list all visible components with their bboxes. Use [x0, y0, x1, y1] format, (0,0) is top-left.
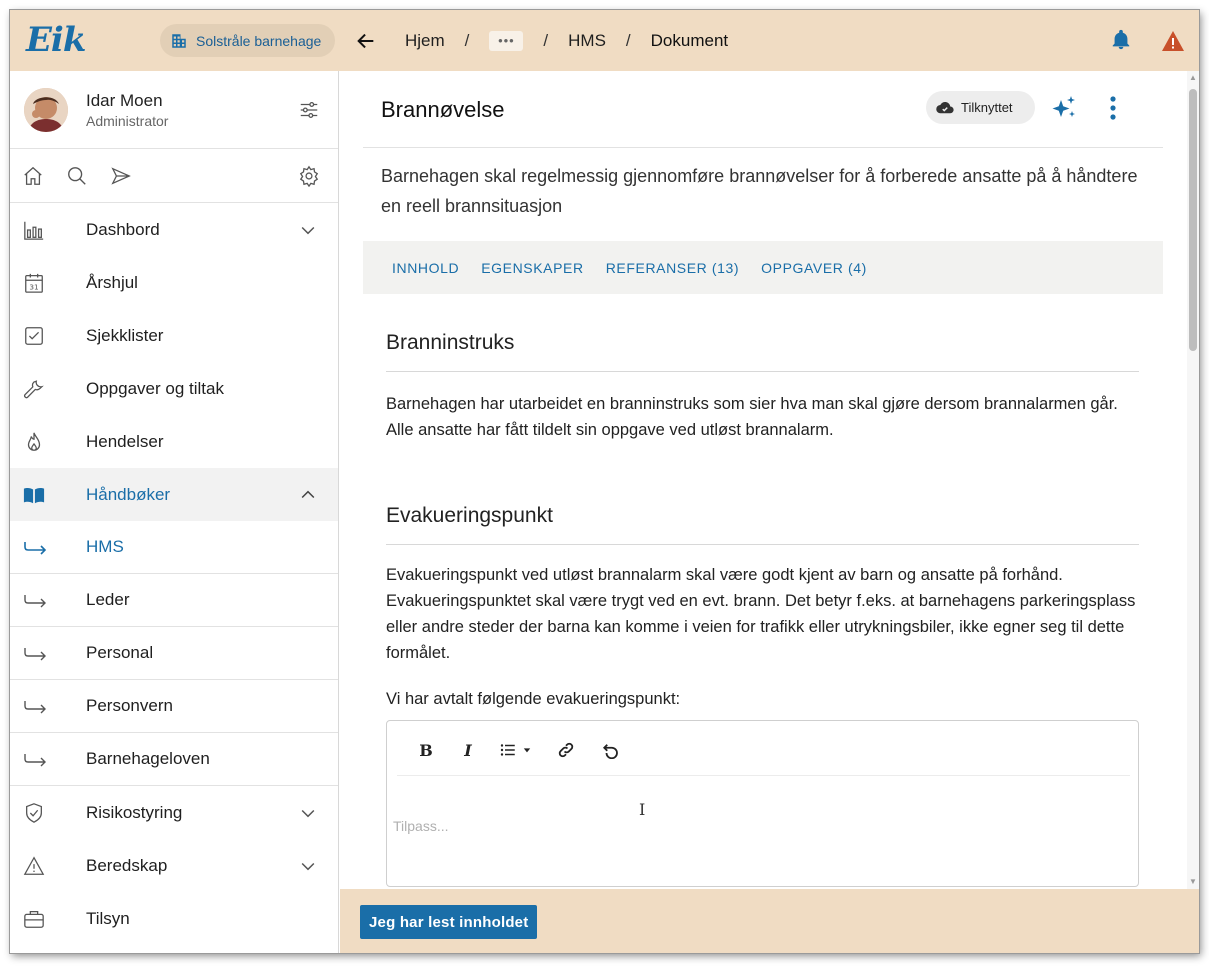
sidebar-item-label: Oppgaver og tiltak	[86, 378, 224, 398]
document-lead: Barnehagen skal regelmessig gjennomføre brannøvelser for å forberede ansatte på å håndtere en reell brannsituasjon	[381, 166, 1138, 216]
flame-icon	[23, 431, 45, 453]
user-role: Administrator	[86, 112, 169, 129]
document-view	[340, 71, 1187, 889]
sidebar-item-label: Personvern	[86, 696, 173, 715]
building-icon	[170, 32, 188, 50]
user-panel	[10, 71, 338, 149]
undo-button[interactable]	[600, 739, 622, 761]
sidebar-item-barnehageloven[interactable]	[10, 733, 338, 786]
text-cursor-icon: I	[639, 800, 646, 819]
sidebar-item-label: Leder	[86, 590, 130, 609]
sidebar-item-hms[interactable]	[10, 521, 338, 574]
footer-bar	[340, 889, 1199, 953]
svg-text:31: 31	[29, 281, 39, 291]
editor-toolbar	[397, 731, 1130, 776]
organization-selector[interactable]	[160, 24, 335, 57]
sparkle-ai-icon[interactable]	[1050, 94, 1078, 122]
list-icon	[499, 741, 517, 759]
editor-placeholder: Tilpass...	[393, 818, 449, 834]
chevron-down-icon[interactable]	[298, 803, 318, 823]
sidebar	[10, 71, 339, 953]
sidebar-item-handboker[interactable]	[10, 468, 338, 521]
organization-name: Solstråle barnehage	[196, 32, 322, 49]
link-button[interactable]	[555, 739, 577, 761]
section-title-evakueringspunkt: Evakueringspunkt	[386, 504, 553, 527]
tab-oppgaver[interactable]: OPPGAVER (4)	[761, 259, 867, 276]
sidebar-item-beredskap[interactable]	[10, 839, 338, 892]
sidebar-item-label: Årshjul	[86, 272, 138, 292]
sliders-icon[interactable]	[298, 99, 320, 121]
breadcrumb-separator: /	[464, 30, 470, 50]
link-icon	[557, 741, 575, 759]
gear-icon[interactable]	[298, 165, 320, 187]
breadcrumb-hms[interactable]: HMS	[568, 30, 606, 50]
sidebar-item-label: Beredskap	[86, 855, 168, 875]
send-icon[interactable]	[110, 165, 132, 187]
sidebar-item-label: HMS	[86, 537, 124, 556]
sidebar-item-label: Håndbøker	[86, 484, 171, 504]
sidebar-item-tilsyn[interactable]	[10, 892, 338, 945]
sidebar-item-label: Tilsyn	[86, 908, 130, 928]
shield-icon	[23, 802, 45, 824]
section-divider	[386, 371, 1139, 372]
sub-arrow-icon	[23, 645, 49, 661]
scrollbar[interactable]	[1187, 71, 1199, 889]
chevron-down-icon[interactable]	[298, 220, 318, 240]
sub-arrow-icon	[23, 698, 49, 714]
mark-as-read-button[interactable]: Jeg har lest innholdet	[360, 905, 537, 939]
quick-actions	[10, 149, 338, 203]
sidebar-item-arshjul[interactable]	[10, 256, 338, 309]
cloud-check-icon	[936, 99, 954, 117]
dashboard-icon	[23, 219, 45, 241]
breadcrumb-current: Dokument	[650, 30, 729, 50]
scroll-up-icon[interactable]: ▲	[1189, 73, 1197, 82]
checkbox-icon	[23, 325, 45, 347]
sidebar-item-personal[interactable]	[10, 627, 338, 680]
rich-text-editor[interactable]	[386, 720, 1139, 887]
section-paragraph: Evakueringspunkt ved utløst brannalarm skal være godt kjent av barn og ansatte på forhånd. Evakueringspunktet skal være trygt ved en evt. brann. Det betyr f.eks. at barnehagens parkeringsplass eller andre steder der barna kan komme i veien for trafikk eller utrykningsbiler, ikke egner seg til dette formålet.	[386, 566, 1136, 662]
sidebar-item-label: Dashbord	[86, 219, 160, 239]
more-vertical-icon[interactable]	[1109, 95, 1117, 121]
sidebar-item-sjekklister[interactable]	[10, 309, 338, 362]
document-tabs	[363, 241, 1163, 294]
caret-down-icon	[523, 746, 531, 754]
section-paragraph: Vi har avtalt følgende evakueringspunkt:	[386, 690, 681, 708]
back-arrow-icon[interactable]	[355, 30, 377, 52]
sub-arrow-icon	[23, 592, 49, 608]
avatar[interactable]	[24, 88, 68, 132]
status-badge[interactable]	[926, 91, 1035, 124]
page-title: Brannøvelse	[381, 97, 505, 122]
italic-button[interactable]: I	[464, 740, 472, 760]
breadcrumb-more[interactable]: •••	[489, 31, 523, 51]
calendar-icon	[23, 272, 45, 294]
briefcase-icon	[23, 908, 45, 930]
sidebar-item-dashbord[interactable]	[10, 203, 338, 256]
bell-icon[interactable]	[1110, 28, 1132, 52]
breadcrumb-separator: /	[543, 30, 549, 50]
sidebar-item-personvern[interactable]	[10, 680, 338, 733]
tab-referanser[interactable]: REFERANSER (13)	[605, 259, 740, 276]
sidebar-item-label: Hendelser	[86, 431, 164, 451]
user-name: Idar Moen	[86, 90, 163, 110]
sidebar-item-label: Sjekklister	[86, 325, 164, 345]
breadcrumb	[355, 10, 728, 71]
sidebar-item-hendelser[interactable]	[10, 415, 338, 468]
scroll-down-icon[interactable]: ▼	[1189, 877, 1197, 886]
section-paragraph: Barnehagen har utarbeidet en branninstruks som sier hva man skal gjøre dersom brannalarmen går. Alle ansatte har fått tildelt sin oppgave ved utløst brannalarm.	[386, 395, 1118, 439]
top-bar	[10, 10, 1199, 71]
sidebar-item-label: Risikostyring	[86, 802, 183, 822]
status-badge-label: Tilknyttet	[961, 100, 1013, 115]
sub-arrow-icon	[23, 751, 49, 767]
warning-icon	[23, 855, 45, 877]
bullet-list-button[interactable]	[495, 739, 535, 761]
scrollbar-thumb[interactable]	[1189, 89, 1197, 351]
document-header	[363, 71, 1163, 148]
sub-arrow-icon	[23, 539, 49, 555]
breadcrumb-home[interactable]: Hjem	[405, 30, 445, 50]
book-icon	[23, 484, 45, 506]
eik-logo[interactable]: Eik	[26, 20, 86, 60]
sidebar-item-leder[interactable]	[10, 574, 338, 627]
chevron-down-icon[interactable]	[298, 856, 318, 876]
section-divider	[386, 544, 1139, 545]
sidebar-item-label: Personal	[86, 643, 154, 662]
app-window	[10, 10, 1199, 953]
undo-icon	[602, 741, 620, 759]
sidebar-item-risikostyring[interactable]	[10, 786, 338, 839]
section-title-branninstruks: Branninstruks	[386, 331, 515, 354]
search-icon[interactable]	[66, 165, 88, 187]
tab-egenskaper[interactable]: EGENSKAPER	[481, 259, 584, 276]
chevron-up-icon[interactable]	[298, 485, 318, 505]
alert-triangle-icon[interactable]	[1161, 30, 1185, 52]
home-icon[interactable]	[22, 165, 44, 187]
bold-button[interactable]: B	[419, 740, 433, 760]
wrench-icon	[23, 378, 45, 400]
tab-innhold[interactable]: INNHOLD	[392, 259, 460, 276]
sidebar-item-oppgaver[interactable]	[10, 362, 338, 415]
sidebar-item-label: Barnehageloven	[86, 749, 210, 768]
breadcrumb-separator: /	[625, 30, 631, 50]
